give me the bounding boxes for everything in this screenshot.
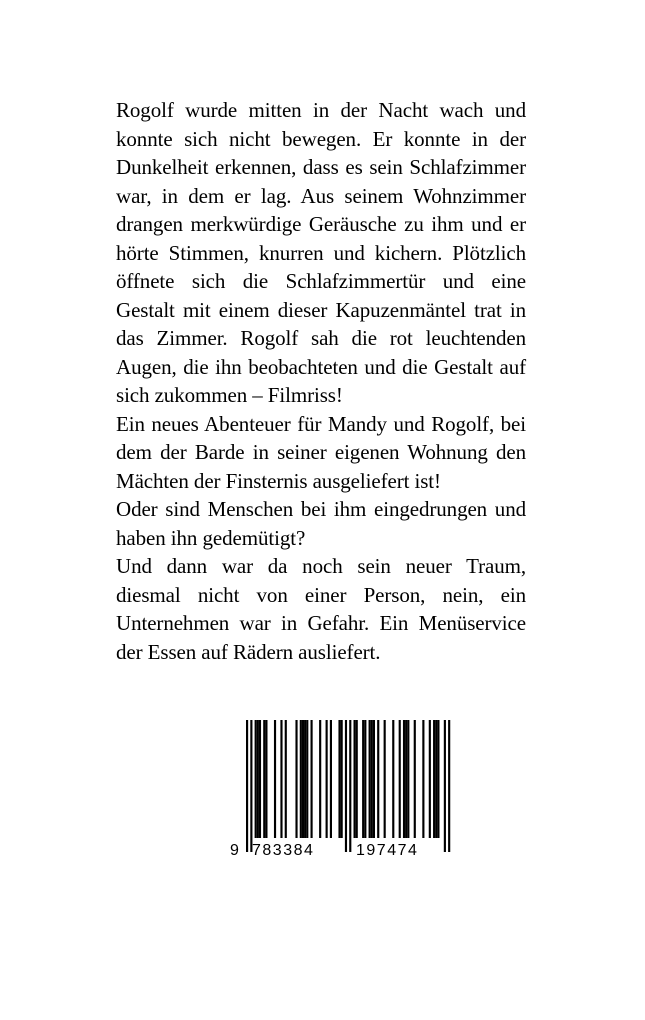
barcode-bar — [405, 720, 407, 838]
barcode-guard-bar — [250, 720, 252, 852]
blurb-paragraph: Und dann war da noch sein neuer Traum, diesmal nicht von einer Person, nein, ein Unternehmen war in Gefahr. Ein Menüservice der Essen auf Rädern ausliefert. — [116, 554, 526, 664]
barcode-lead-digit: 9 — [230, 842, 241, 859]
barcode-bar — [302, 720, 304, 838]
barcode-guard-bar — [246, 720, 248, 852]
barcode-bar — [263, 720, 265, 838]
barcode-bar — [392, 720, 394, 838]
barcode-bar — [407, 720, 409, 838]
blurb-paragraph: Rogolf wurde mitten in der Nacht wach und konnte sich nicht bewegen. Er konnte in der Dunkelheit erkennen, dass es sein Schlafzimmer war, in dem er lag. Aus seinem Wohnzimmer drangen merkwürdige Geräusche zu ihm und er hörte Stimmen, knurren und kichern. Plötzlich öffnete sich die Schlafzimmertür und eine Gestalt mit einem dieser Kapuzenmäntel trat in das Zimmer. Rogolf sah die rot leuchtenden Augen, die ihn beobachteten und die Gestalt auf sich zukommen – Filmriss! — [116, 98, 526, 407]
barcode-bar — [435, 720, 437, 838]
barcode-bars — [230, 718, 466, 860]
barcode-bar — [362, 720, 364, 838]
barcode-bar — [300, 720, 302, 838]
barcode-bar — [257, 720, 259, 838]
barcode-bar — [354, 720, 356, 838]
barcode-guard-bar — [444, 720, 446, 852]
barcode-bar — [433, 720, 435, 838]
barcode-bar — [429, 720, 431, 838]
barcode-bar — [259, 720, 261, 838]
barcode-bar — [437, 720, 439, 838]
barcode-bar — [280, 720, 282, 838]
barcode-bar — [377, 720, 379, 838]
barcode-bar — [304, 720, 306, 838]
barcode-bar — [306, 720, 308, 838]
barcode-bar — [422, 720, 424, 838]
blurb-paragraph: Ein neues Abenteuer für Mandy und Rogolf, bei dem der Barde in seiner eigenen Wohnung den Mächten der Finsternis ausgeliefert ist! — [116, 411, 526, 493]
barcode-bar — [399, 720, 401, 838]
barcode-bar — [319, 720, 321, 838]
barcode-bar — [265, 720, 267, 838]
barcode-bar — [384, 720, 386, 838]
barcode-guard-bar — [349, 720, 351, 852]
barcode-bar — [255, 720, 257, 838]
blurb-paragraph: Oder sind Menschen bei ihm eingedrungen und haben ihn gedemütigt? — [116, 497, 526, 550]
barcode-bar — [326, 720, 328, 838]
barcode-bar — [373, 720, 375, 838]
barcode-bar — [356, 720, 358, 838]
isbn-barcode — [230, 718, 466, 860]
barcode-bar — [364, 720, 366, 838]
barcode-right-digits: 197474 — [356, 842, 419, 859]
barcode-guard-bar — [345, 720, 347, 852]
barcode-bar — [369, 720, 371, 838]
barcode-bar — [285, 720, 287, 838]
barcode-bar — [403, 720, 405, 838]
barcode-guard-bar — [448, 720, 450, 852]
barcode-bar — [330, 720, 332, 838]
barcode-bar — [295, 720, 297, 838]
barcode-bar — [274, 720, 276, 838]
back-cover-blurb — [116, 96, 526, 666]
barcode-bar — [371, 720, 373, 838]
barcode-bar — [341, 720, 343, 838]
barcode-left-digits: 783384 — [252, 842, 315, 859]
barcode-bar — [414, 720, 416, 838]
barcode-bar — [338, 720, 340, 838]
barcode-bar — [311, 720, 313, 838]
